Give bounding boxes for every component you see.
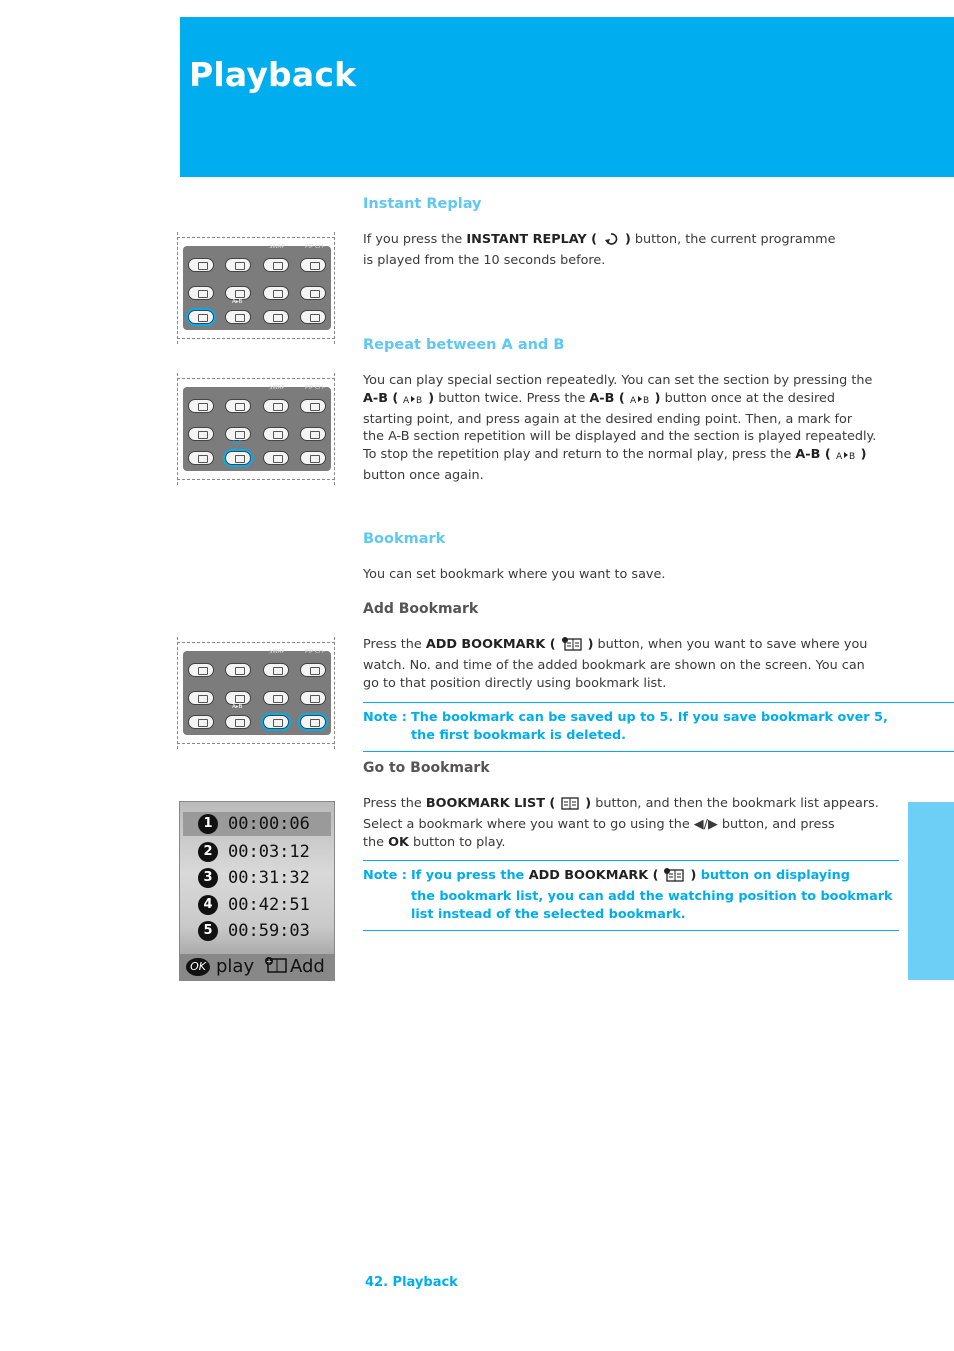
remote-body <box>183 651 331 735</box>
remote-key <box>263 663 289 677</box>
pip-label: PIP CH- <box>305 385 325 391</box>
remote-body <box>183 246 331 330</box>
remote-key <box>188 286 214 300</box>
swap-label: SWAP <box>269 385 285 391</box>
repeat-ab-text <box>363 372 903 485</box>
bookmark-list-footer <box>180 954 334 980</box>
repeat-ab-heading: Repeat between A and B <box>363 337 565 353</box>
swap-label: SWAP <box>269 649 285 655</box>
go-to-bookmark-text <box>363 795 903 851</box>
text: button, and then the bookmark list appears. <box>591 796 879 811</box>
text: watch. No. and time of the added bookmark are shown on the screen. You can <box>363 657 865 673</box>
note-label: Note : <box>363 710 407 725</box>
instant-replay-icon <box>602 232 620 252</box>
paren: ) <box>860 447 867 463</box>
remote-key <box>225 310 251 324</box>
bookmark-number: 3 <box>198 868 218 888</box>
svg-text:+: + <box>266 957 272 966</box>
text: button, the current programme <box>630 232 836 247</box>
go-to-bookmark-note <box>363 860 899 931</box>
text: To stop the repetition play and return to the normal play, press the <box>363 447 796 463</box>
text: button to play. <box>408 834 506 850</box>
svg-text:A: A <box>835 452 842 462</box>
paren: ) <box>690 868 697 883</box>
remote-key <box>188 715 214 729</box>
add-bookmark-heading: Add Bookmark <box>363 601 479 617</box>
remote-body <box>183 387 331 471</box>
bookmark-time: 00:00:06 <box>228 814 310 834</box>
dashed-line <box>177 232 178 344</box>
text: If you press the <box>363 232 467 247</box>
ab-icon <box>403 393 423 411</box>
text: button on displaying <box>696 868 850 883</box>
text: the <box>363 834 389 850</box>
svg-text:A: A <box>629 395 636 405</box>
page-footer: 42. Playback <box>365 1275 458 1290</box>
text: The bookmark can be saved up to 5. If you save bookmark over 5, <box>411 710 888 725</box>
bookmark-number: 5 <box>198 921 218 941</box>
add-bookmark-icon <box>663 868 685 888</box>
remote-key <box>225 258 251 272</box>
dashed-line <box>334 637 335 749</box>
ab-label: A▸B <box>232 440 243 446</box>
text: button once at the desired <box>660 390 835 406</box>
ok-badge: OK <box>186 958 210 976</box>
remote-key <box>225 427 251 441</box>
remote-key <box>188 691 214 705</box>
remote-key <box>188 451 214 465</box>
button-name: BOOKMARK LIST ( <box>425 796 556 811</box>
dashed-line <box>334 232 335 344</box>
bookmark-number: 1 <box>198 814 218 834</box>
bookmark-time: 00:59:03 <box>228 921 310 941</box>
text: button once again. <box>363 467 484 483</box>
add-label: Add <box>290 956 325 977</box>
bookmark-row <box>183 812 331 836</box>
remote-key <box>300 451 326 465</box>
pip-label: PIP CH- <box>305 649 325 655</box>
remote-key <box>263 451 289 465</box>
remote-key <box>263 427 289 441</box>
text: Press the <box>363 637 426 652</box>
page-title: Playback <box>189 55 357 94</box>
bookmark-list-icon <box>560 796 580 816</box>
button-name: A-B ( <box>795 447 831 463</box>
bookmark-time: 00:42:51 <box>228 895 310 915</box>
remote-key <box>263 691 289 705</box>
ab-icon <box>836 449 856 467</box>
text: If you press the <box>411 868 529 883</box>
bookmark-time: 00:03:12 <box>228 842 310 862</box>
text: starting point, and press again at the desired ending point. Then, a mark for <box>363 411 853 427</box>
go-to-bookmark-heading: Go to Bookmark <box>363 760 490 776</box>
remote-key <box>188 427 214 441</box>
add-bookmark-text <box>363 636 903 692</box>
remote-key <box>263 399 289 413</box>
remote-key <box>300 663 326 677</box>
dashed-line <box>334 373 335 485</box>
remote-image-ab <box>177 378 335 480</box>
bookmark-intro: You can set bookmark where you want to save. <box>363 567 666 582</box>
dashed-line <box>177 637 178 749</box>
text: Select a bookmark where you want to go using the ◀/▶ button, and press <box>363 816 835 832</box>
remote-key <box>225 286 251 300</box>
remote-key <box>263 258 289 272</box>
text: the A-B section repetition will be displayed and the section is played repeatedly. <box>363 429 877 445</box>
remote-key <box>225 691 251 705</box>
title-banner <box>180 17 954 177</box>
bookmark-row <box>186 893 332 917</box>
side-tab <box>908 802 954 980</box>
bookmark-heading: Bookmark <box>363 531 446 547</box>
bookmark-list-key <box>263 715 289 729</box>
ok-word: OK <box>388 834 409 850</box>
add-bookmark-key <box>300 715 326 729</box>
note-label: Note : <box>363 868 407 883</box>
add-bookmark-icon <box>561 637 583 657</box>
bookmark-number: 2 <box>198 842 218 862</box>
bookmark-list-screen <box>179 801 335 981</box>
text: You can play special section repeatedly. You can set the section by pressing the <box>363 373 873 388</box>
svg-text:A: A <box>403 395 410 405</box>
instant-replay-key <box>188 310 214 324</box>
remote-key <box>300 399 326 413</box>
pip-label: PIP CH- <box>305 244 325 250</box>
remote-key <box>300 286 326 300</box>
remote-image-instant-replay <box>177 237 335 339</box>
paren: ) <box>654 390 661 406</box>
button-name: INSTANT REPLAY ( <box>466 232 597 247</box>
bookmark-row <box>186 919 332 943</box>
text: is played from the 10 seconds before. <box>363 252 606 268</box>
note-body <box>411 867 899 924</box>
text: the bookmark list, you can add the watching position to bookmark <box>411 889 893 904</box>
remote-key <box>300 427 326 441</box>
dashed-line <box>177 373 178 485</box>
note-body <box>411 709 954 745</box>
svg-text:B: B <box>416 395 423 405</box>
ab-key <box>225 451 251 465</box>
remote-key <box>225 715 251 729</box>
ab-label: A▸B <box>232 299 243 305</box>
instant-replay-heading: Instant Replay <box>363 196 482 212</box>
ab-icon <box>630 393 650 411</box>
text: go to that position directly using bookmark list. <box>363 675 667 691</box>
text: Press the <box>363 796 426 811</box>
add-bookmark-note <box>363 702 954 752</box>
remote-key <box>225 663 251 677</box>
play-label: play <box>216 956 255 977</box>
svg-text:B: B <box>642 395 649 405</box>
svg-text:B: B <box>848 452 855 462</box>
button-name: A-B ( <box>589 390 625 406</box>
instant-replay-text <box>363 231 836 270</box>
remote-key <box>263 286 289 300</box>
remote-key <box>225 399 251 413</box>
remote-key <box>188 399 214 413</box>
button-name: ADD BOOKMARK ( <box>425 637 556 652</box>
remote-key <box>188 258 214 272</box>
remote-image-add-bookmark <box>177 642 335 744</box>
add-bookmark-icon <box>264 956 288 979</box>
remote-key <box>300 258 326 272</box>
text: button, when you want to save where you <box>593 637 868 652</box>
bookmark-number: 4 <box>198 895 218 915</box>
remote-key <box>300 691 326 705</box>
paren: ) <box>624 232 631 247</box>
swap-label: SWAP <box>269 244 285 250</box>
bookmark-row <box>186 866 332 890</box>
text: list instead of the selected bookmark. <box>411 907 686 922</box>
remote-key <box>263 310 289 324</box>
paren: ) <box>585 796 592 811</box>
button-name: A-B ( <box>363 390 399 406</box>
remote-key <box>188 663 214 677</box>
paren: ) <box>587 637 594 652</box>
text: the first bookmark is deleted. <box>411 728 627 743</box>
ab-label: A▸B <box>232 704 243 710</box>
button-name: ADD BOOKMARK ( <box>528 868 659 883</box>
bookmark-row <box>186 840 332 864</box>
remote-key <box>300 310 326 324</box>
bookmark-time: 00:31:32 <box>228 868 310 888</box>
paren: ) <box>428 390 435 406</box>
text: button twice. Press the <box>434 390 590 406</box>
